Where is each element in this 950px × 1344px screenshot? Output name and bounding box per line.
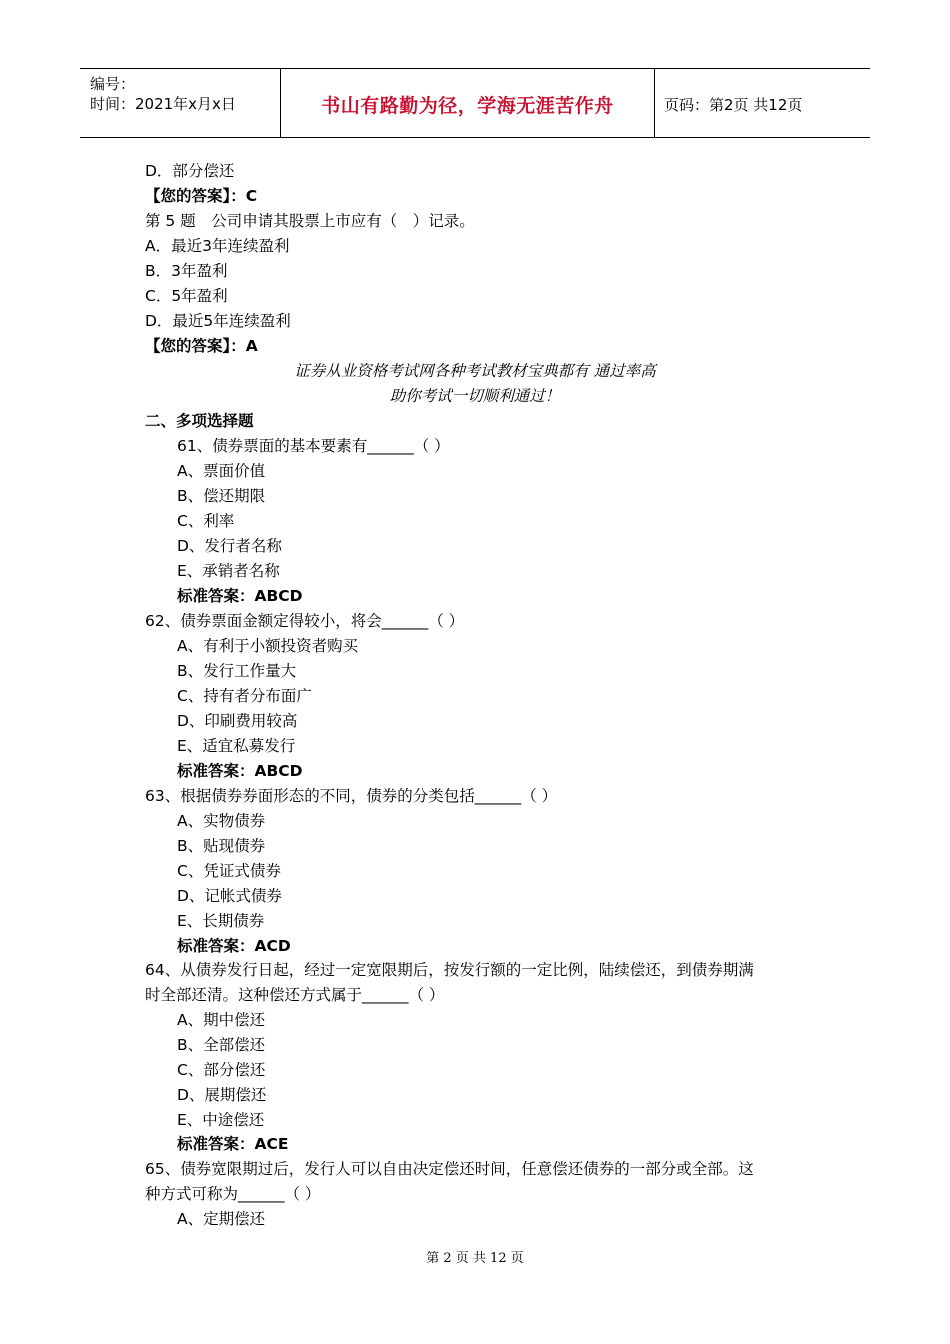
- header-motto-cell: [280, 69, 655, 137]
- option-line: D、展期偿还: [177, 1086, 267, 1104]
- option-line: C、利率: [177, 512, 235, 530]
- option-line: A、有利于小额投资者购买: [177, 637, 359, 655]
- standard-answer: 标准答案：ACD: [177, 937, 291, 955]
- question-text: 61、债券票面的基本要素有______（ ）: [177, 437, 450, 455]
- standard-answer: 标准答案：ABCD: [177, 762, 303, 780]
- standard-answer: 标准答案：ACE: [177, 1135, 289, 1153]
- page-header: [80, 68, 870, 138]
- header-meta: [80, 69, 280, 137]
- question-text: 65、债券宽限期过后，发行人可以自由决定偿还时间，任意偿还债券的一部分或全部。这: [145, 1160, 754, 1178]
- question-text: 第 5 题 公司申请其股票上市应有（ ）记录。: [145, 212, 475, 230]
- option-line: C、凭证式债券: [177, 862, 281, 880]
- promo-line: 助你考试一切顺利通过！: [389, 387, 561, 405]
- option-line: A．最近3年连续盈利: [145, 237, 290, 255]
- option-line: D．最近5年连续盈利: [145, 312, 291, 330]
- section-heading: 二、多项选择题: [145, 412, 254, 430]
- option-line: A、定期偿还: [177, 1210, 266, 1228]
- document-number-label: 编号：: [90, 75, 136, 93]
- option-line: C．5年盈利: [145, 287, 228, 305]
- promo-line: 证券从业资格考试网各种考试教材宝典都有 通过率高: [294, 362, 656, 380]
- your-answer: 【您的答案】：A: [145, 337, 258, 355]
- option-line: A、票面价值: [177, 462, 266, 480]
- page-footer: 第 2 页 共 12 页: [426, 1251, 524, 1266]
- option-line: A、实物债券: [177, 812, 266, 830]
- header-page-label: 页码：第2页 共12页: [664, 96, 803, 114]
- option-line: D、印刷费用较高: [177, 712, 298, 730]
- option-line: D．部分偿还: [145, 162, 235, 180]
- option-line: D、发行者名称: [177, 537, 282, 555]
- question-text-continued: 时全部还清。这种偿还方式属于______（ ）: [145, 986, 445, 1004]
- option-line: C、部分偿还: [177, 1061, 266, 1079]
- document-time-label: 时间：2021年x月x日: [90, 95, 236, 113]
- your-answer: 【您的答案】：C: [145, 187, 258, 205]
- option-line: E、承销者名称: [177, 562, 280, 580]
- option-line: D、记帐式债券: [177, 887, 282, 905]
- option-line: B、发行工作量大: [177, 662, 297, 680]
- option-line: B、全部偿还: [177, 1036, 266, 1054]
- option-line: C、持有者分布面广: [177, 687, 312, 705]
- option-line: E、中途偿还: [177, 1111, 265, 1129]
- option-line: E、适宜私募发行: [177, 737, 296, 755]
- standard-answer: 标准答案：ABCD: [177, 587, 303, 605]
- option-line: B．3年盈利: [145, 262, 228, 280]
- question-text: 63、根据债券券面形态的不同，债券的分类包括______（ ）: [145, 787, 558, 805]
- question-text: 64、从债券发行日起，经过一定宽限期后，按发行额的一定比例，陆续偿还，到债券期满: [145, 961, 754, 979]
- question-text: 62、债券票面金额定得较小，将会______（ ）: [145, 612, 465, 630]
- header-page-cell: [654, 69, 870, 137]
- header-motto: 书山有路勤为径，学海无涯苦作舟: [321, 95, 614, 117]
- option-line: A、期中偿还: [177, 1011, 266, 1029]
- option-line: B、偿还期限: [177, 487, 266, 505]
- option-line: B、贴现债券: [177, 837, 266, 855]
- question-text-continued: 种方式可称为______（ ）: [145, 1185, 321, 1203]
- option-line: E、长期债券: [177, 912, 265, 930]
